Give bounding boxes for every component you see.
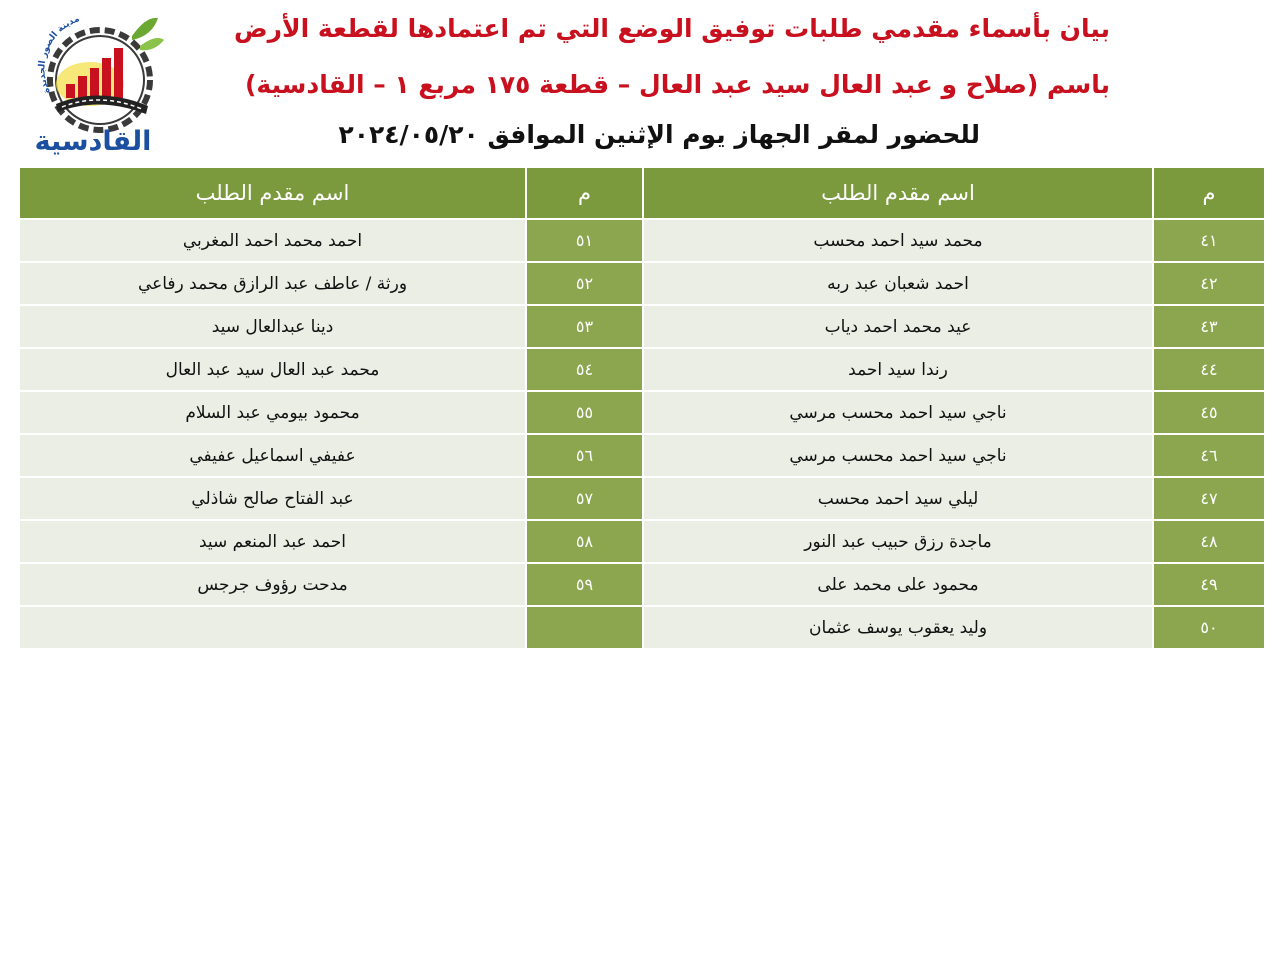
serial-number-col1: ٤٧	[1154, 478, 1264, 519]
header-name-right: اسم مقدم الطلب	[644, 168, 1152, 218]
serial-number-col1: ٤٤	[1154, 349, 1264, 390]
applicants-table	[20, 168, 1260, 648]
applicant-name-col2: ورثة / عاطف عبد الرازق محمد رفاعي	[20, 263, 525, 304]
serial-number-col1: ٤٨	[1154, 521, 1264, 562]
serial-number-col2: ٥٦	[527, 435, 642, 476]
applicant-name-col2: دينا عبدالعال سيد	[20, 306, 525, 347]
page-title-line2: باسم (صلاح و عبد العال سيد عبد العال – قطعة ١٧٥ مربع ١ – القادسية)	[245, 70, 1110, 99]
applicant-name-col2	[20, 607, 525, 648]
applicant-name-col1: وليد يعقوب يوسف عثمان	[644, 607, 1152, 648]
page-title-line3: للحضور لمقر الجهاز يوم الإثنين الموافق ٢٠٢٤/٠٥/٢٠	[338, 120, 980, 149]
serial-number-col2: ٥٨	[527, 521, 642, 562]
serial-number-col2	[527, 607, 642, 648]
applicant-name-col1: رندا سيد احمد	[644, 349, 1152, 390]
applicant-name-col1: احمد شعبان عبد ربه	[644, 263, 1152, 304]
applicant-name-col1: ناجي سيد احمد محسب مرسي	[644, 435, 1152, 476]
serial-number-col2: ٥٣	[527, 306, 642, 347]
applicant-name-col2: احمد محمد احمد المغربي	[20, 220, 525, 261]
applicant-name-col1: ليلي سيد احمد محسب	[644, 478, 1152, 519]
city-emblem-icon	[28, 6, 168, 136]
serial-number-col1: ٤١	[1154, 220, 1264, 261]
serial-number-col2: ٥٢	[527, 263, 642, 304]
logo-arc-text: مدينة الصور الجديدة	[37, 14, 81, 95]
applicant-name-col2: مدحت رؤوف جرجس	[20, 564, 525, 605]
qadisiya-logo	[28, 6, 168, 160]
applicant-name-col2: محمد عبد العال سيد عبد العال	[20, 349, 525, 390]
serial-number-col2: ٥٥	[527, 392, 642, 433]
header-num-right: م	[1154, 168, 1264, 218]
applicant-name-col1: محمود على محمد على	[644, 564, 1152, 605]
applicant-name-col2: محمود بيومي عبد السلام	[20, 392, 525, 433]
logo-name: القادسية	[34, 126, 152, 157]
serial-number-col2: ٥٧	[527, 478, 642, 519]
serial-number-col2: ٥٩	[527, 564, 642, 605]
applicant-name-col1: ماجدة رزق حبيب عبد النور	[644, 521, 1152, 562]
serial-number-col1: ٤٥	[1154, 392, 1264, 433]
applicant-name-col1: ناجي سيد احمد محسب مرسي	[644, 392, 1152, 433]
serial-number-col1: ٤٦	[1154, 435, 1264, 476]
applicant-name-col1: عيد محمد احمد دياب	[644, 306, 1152, 347]
serial-number-col2: ٥٤	[527, 349, 642, 390]
applicant-name-col2: احمد عبد المنعم سيد	[20, 521, 525, 562]
serial-number-col1: ٥٠	[1154, 607, 1264, 648]
serial-number-col1: ٤٣	[1154, 306, 1264, 347]
applicant-name-col2: عفيفي اسماعيل عفيفي	[20, 435, 525, 476]
serial-number-col1: ٤٢	[1154, 263, 1264, 304]
serial-number-col1: ٤٩	[1154, 564, 1264, 605]
header-name-left: اسم مقدم الطلب	[20, 168, 525, 218]
serial-number-col2: ٥١	[527, 220, 642, 261]
applicant-name-col1: محمد سيد احمد محسب	[644, 220, 1152, 261]
applicant-name-col2: عبد الفتاح صالح شاذلي	[20, 478, 525, 519]
header-num-left: م	[527, 168, 642, 218]
page-title-line1: بيان بأسماء مقدمي طلبات توفيق الوضع التي تم اعتمادها لقطعة الأرض	[233, 14, 1110, 43]
